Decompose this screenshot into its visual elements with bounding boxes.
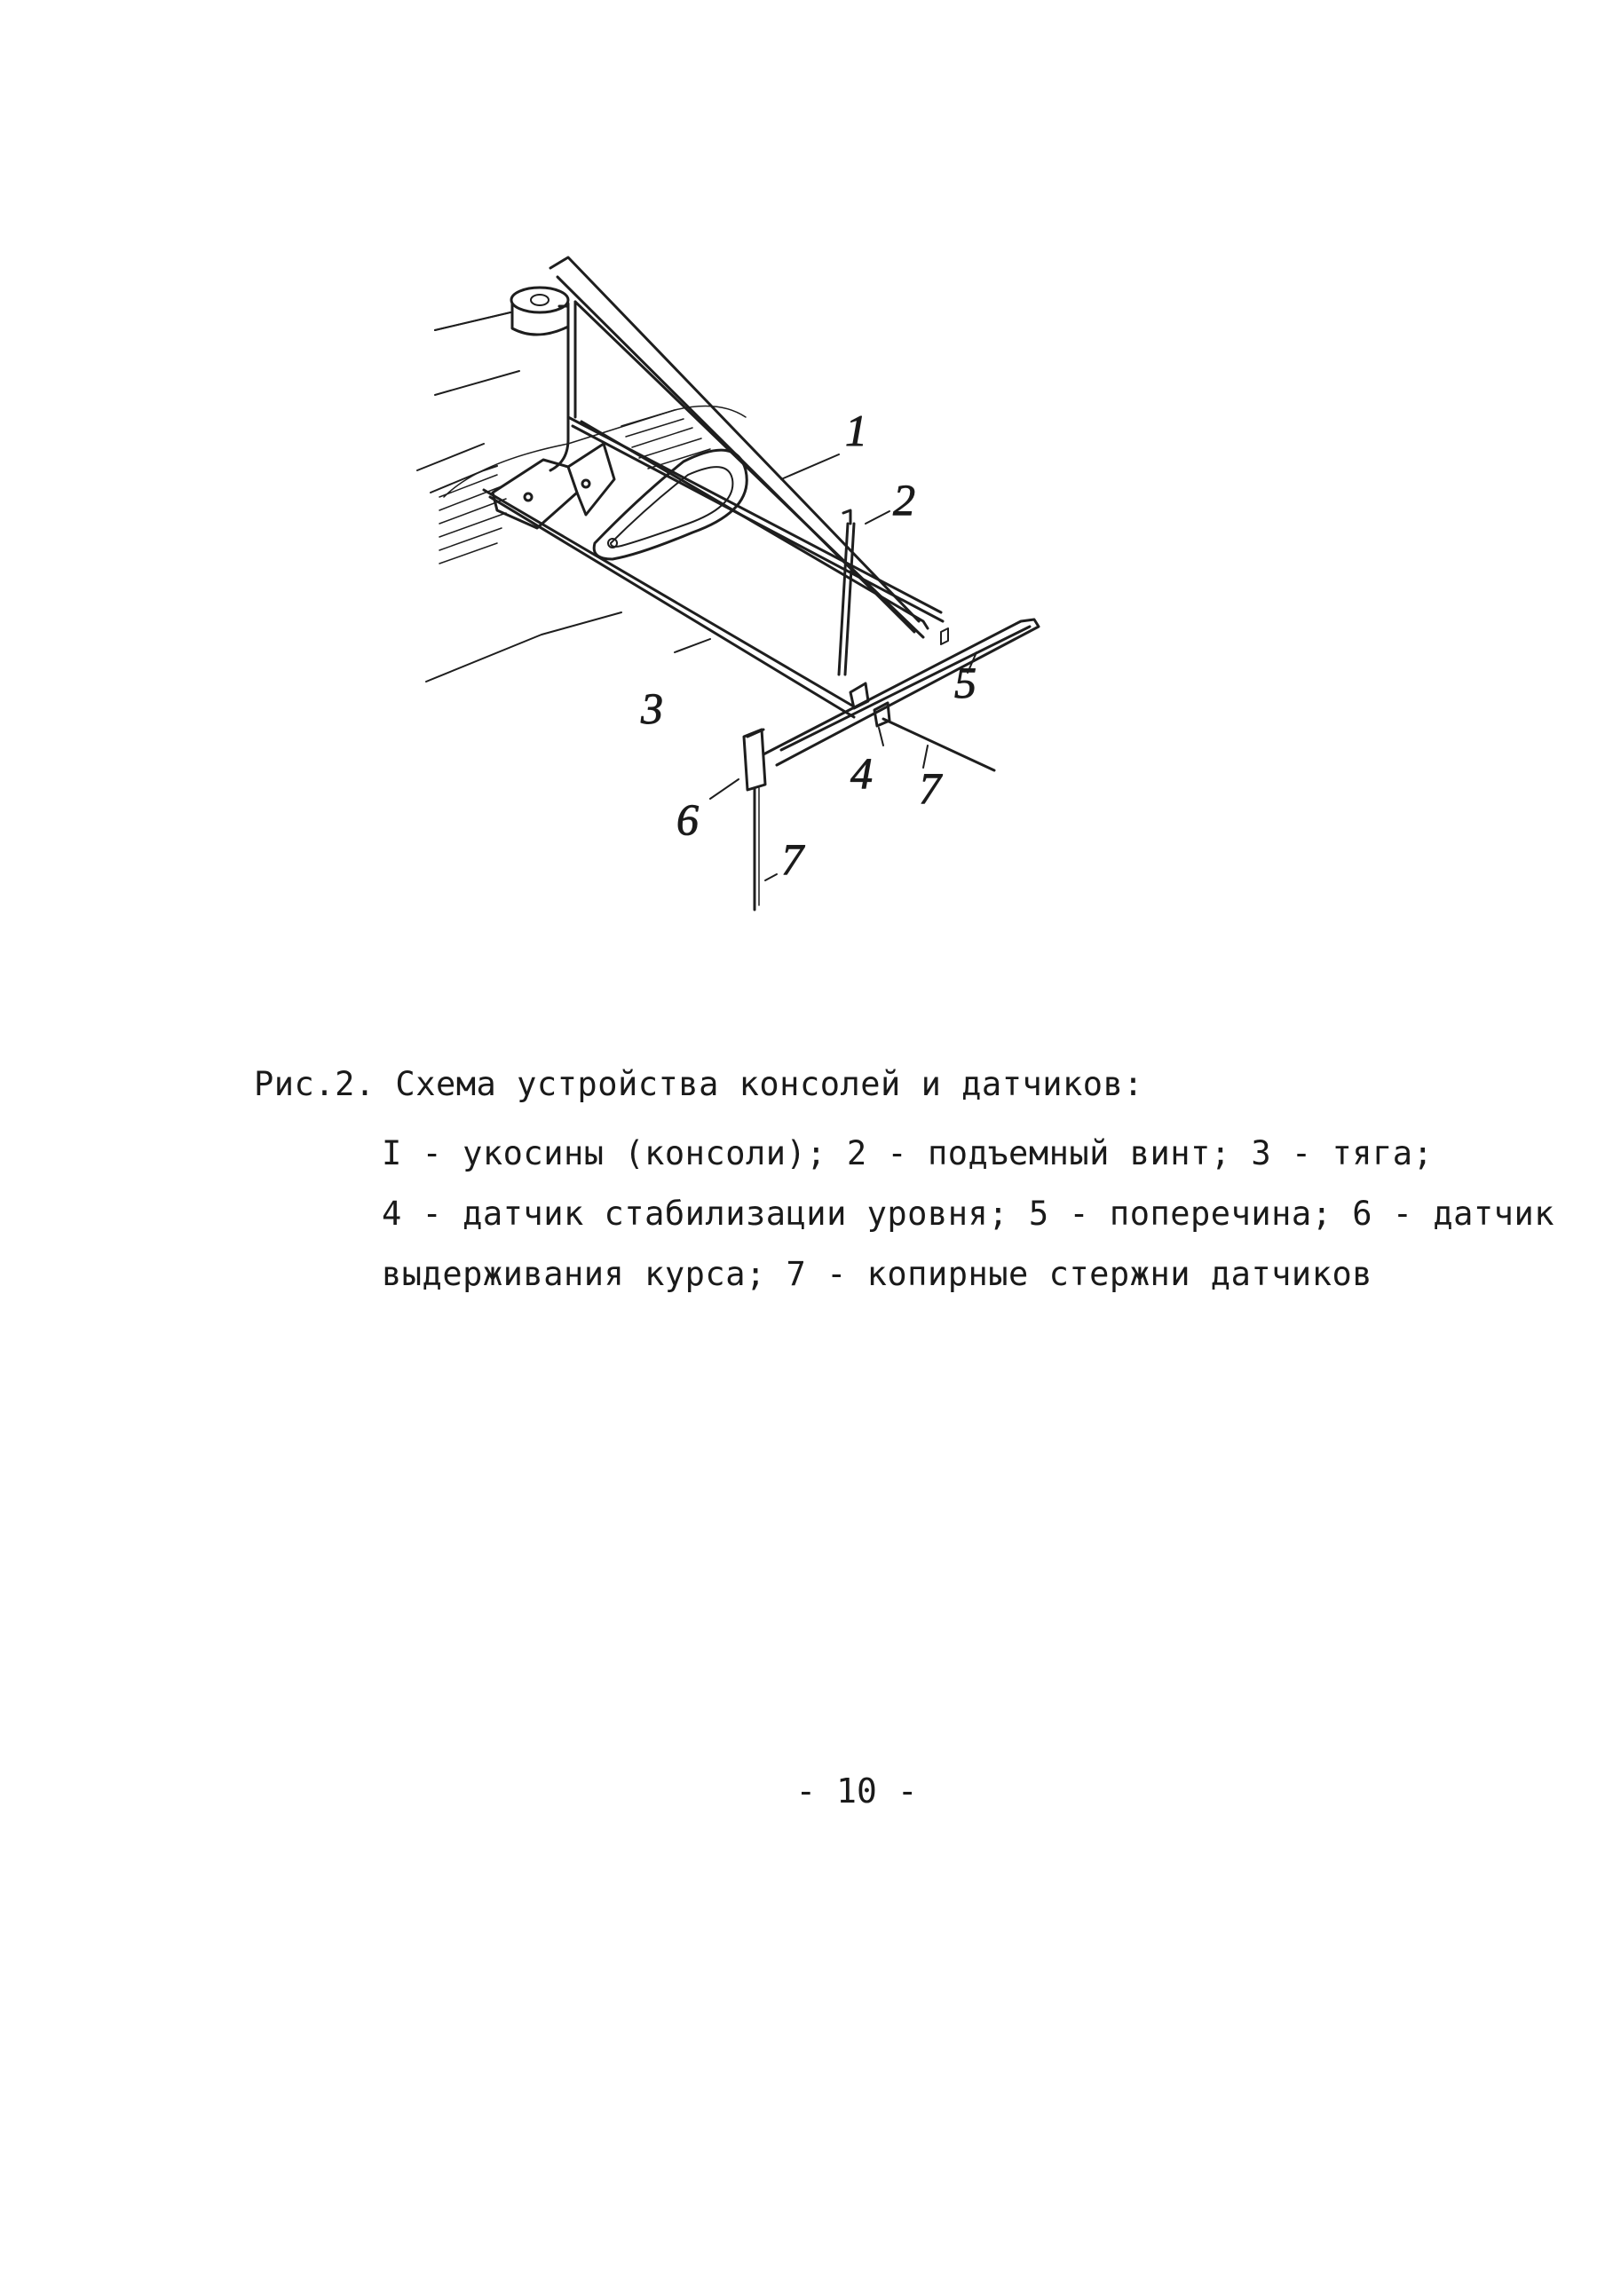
figure-caption-line: 4 - датчик стабилизации уровня; 5 - поперечина; 6 - датчик <box>382 1195 1555 1233</box>
crossbeam-5 <box>763 619 1039 765</box>
figure-caption-line: I - укосины (консоли); 2 - подъемный винт; 3 - тяга; <box>382 1134 1434 1172</box>
callout-4: 4 <box>850 748 873 798</box>
course-sensor-6 <box>744 730 765 910</box>
ground-lines <box>417 312 621 682</box>
console-sensor-diagram <box>0 0 1605 994</box>
callout-7a: 7 <box>919 763 941 813</box>
callout-1: 1 <box>845 406 867 455</box>
mount-brackets <box>493 444 614 528</box>
callout-3: 3 <box>641 683 663 733</box>
callout-5: 5 <box>954 658 976 707</box>
page-number: - 10 - <box>795 1771 918 1811</box>
lifting-screw-2 <box>839 510 854 675</box>
figure-caption-line: выдерживания курса; 7 - копирные стержни датчиков <box>382 1255 1373 1293</box>
callout-6: 6 <box>676 794 699 844</box>
callout-7b: 7 <box>781 834 803 884</box>
mast-and-drum <box>511 288 575 470</box>
callout-2: 2 <box>893 475 915 525</box>
figure-caption-title: Рис.2. Схема устройства консолей и датчиков: <box>254 1065 1144 1103</box>
